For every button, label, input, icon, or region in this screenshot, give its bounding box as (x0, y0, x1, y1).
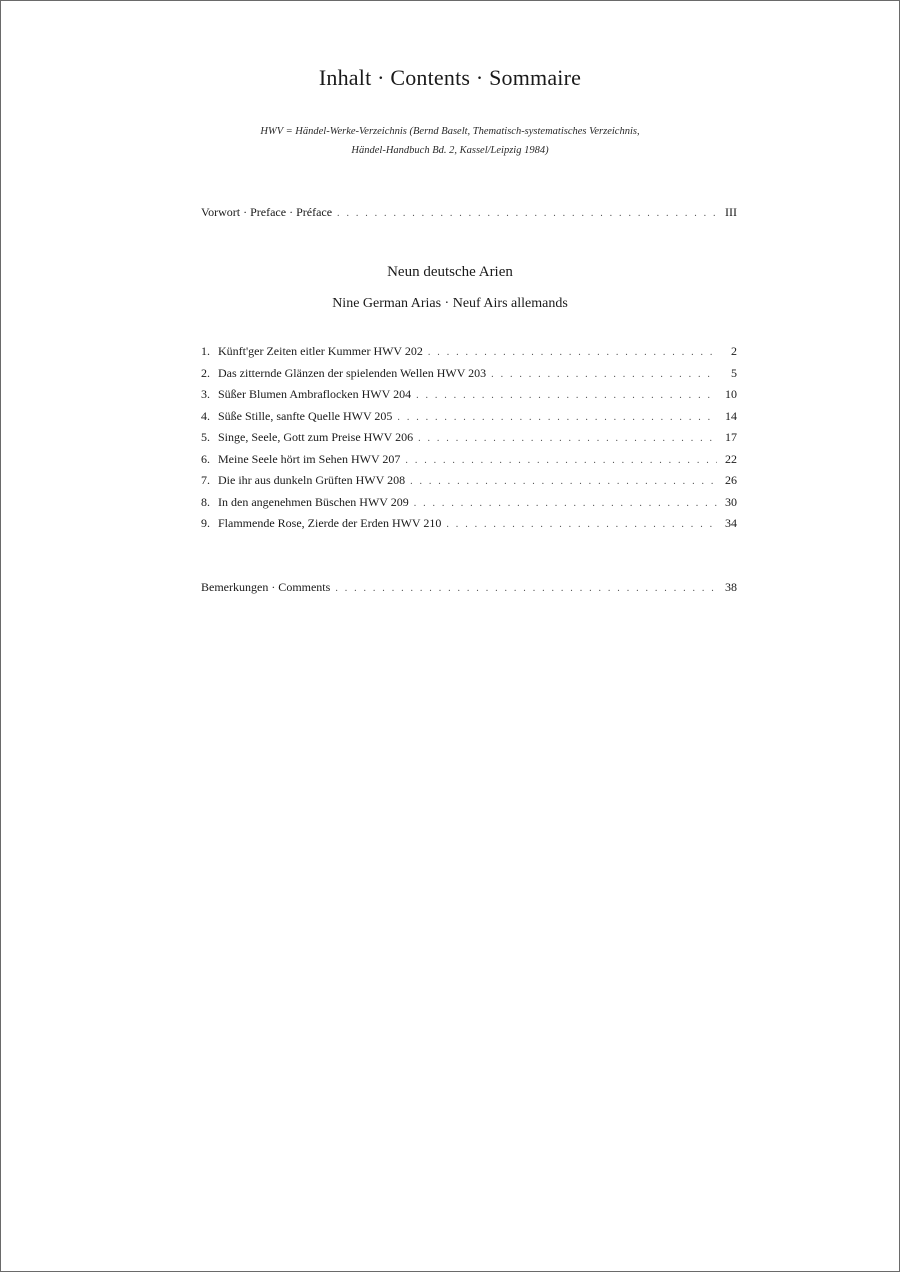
toc-entry-title: Die ihr aus dunkeln Grüften HWV 208 (218, 473, 406, 487)
toc-leader-dots (405, 452, 717, 470)
toc-entry-number: 4. (201, 408, 210, 423)
toc-entry-aria-7[interactable] (201, 471, 737, 489)
toc-page-number: 26 (725, 473, 737, 487)
toc-entry-preface[interactable] (201, 203, 737, 221)
hwv-note (1, 122, 899, 160)
toc-entry-number: 6. (201, 451, 210, 466)
toc-page-number: 30 (725, 494, 737, 509)
toc-entry-number: 2. (201, 365, 210, 380)
toc-entry-label (201, 428, 413, 446)
toc-entry-number: 3. (201, 387, 210, 401)
toc-page-number: 22 (725, 451, 737, 466)
toc-entry-title: Flammende Rose, Zierde der Erden HWV 210 (218, 516, 442, 530)
toc-leader-dots (491, 366, 717, 384)
toc-entry-aria-9[interactable] (201, 514, 737, 532)
toc-entry-label (201, 514, 441, 532)
toc-leader-dots (397, 409, 717, 427)
hwv-note-line-1: HWV = Händel-Werke-Verzeichnis (Bernd Baselt, Thematisch-systematisches Verzeichnis, (260, 126, 640, 137)
toc-entry-label (201, 493, 409, 511)
toc-leader-dots (410, 473, 717, 491)
toc-page-number: 17 (725, 430, 737, 444)
toc-entry-label: Bemerkungen · Comments (201, 580, 331, 594)
toc-page-number: 14 (725, 408, 737, 423)
toc-leader-dots (414, 495, 717, 513)
toc-page-number: 10 (725, 387, 737, 401)
toc-page-number: 2 (731, 344, 737, 358)
toc-entry-title: Singe, Seele, Gott zum Preise HWV 206 (218, 430, 414, 444)
page-title: Inhalt · Contents · Sommaire (318, 65, 582, 90)
toc-leader-dots (428, 344, 717, 362)
toc-entry-label (201, 385, 411, 403)
toc-page-number: 5 (731, 365, 737, 380)
toc-entry-title: Meine Seele hört im Sehen HWV 207 (218, 451, 401, 466)
toc-entry-title: In den angenehmen Büschen HWV 209 (218, 494, 409, 509)
section-subtitle: Nine German Arias · Neuf Airs allemands (332, 296, 568, 311)
toc-entry-aria-2[interactable] (201, 364, 737, 382)
toc-entry-label (201, 407, 392, 425)
toc-page-number: 38 (725, 580, 737, 594)
toc-entry-number: 9. (201, 516, 210, 530)
toc-entry-label (201, 450, 400, 468)
toc-entry-aria-5[interactable] (201, 428, 737, 446)
toc-entry-title: Das zitternde Glänzen der spielenden Wellen HWV 203 (218, 365, 487, 380)
toc-entry-aria-1[interactable] (201, 342, 737, 360)
toc-page-number: III (725, 205, 737, 219)
toc-entry-label (201, 342, 423, 360)
toc-page-number: 34 (725, 516, 737, 530)
toc-entry-comments[interactable] (201, 578, 737, 596)
toc-entry-title: Süße Stille, sanfte Quelle HWV 205 (218, 408, 393, 423)
toc-entry-number: 8. (201, 494, 210, 509)
toc-entry-label: Vorwort · Preface · Préface (201, 205, 333, 219)
toc-leader-dots (335, 580, 717, 598)
toc-entry-aria-4[interactable] (201, 407, 737, 425)
toc-entry-number: 5. (201, 430, 210, 444)
section-title: Neun deutsche Arien (387, 264, 513, 280)
toc-leader-dots (416, 387, 717, 405)
toc-leader-dots (337, 205, 717, 223)
toc-entry-title: Süßer Blumen Ambraflocken HWV 204 (218, 387, 412, 401)
toc-entry-aria-3[interactable] (201, 385, 737, 403)
toc-entry-label (201, 364, 486, 382)
toc-entry-label (201, 471, 405, 489)
toc-leader-dots (418, 430, 717, 448)
toc-leader-dots (446, 516, 717, 534)
toc-entry-aria-6[interactable] (201, 450, 737, 468)
hwv-note-line-2: Händel-Handbuch Bd. 2, Kassel/Leipzig 1984) (351, 145, 549, 156)
toc-entry-number: 1. (201, 344, 210, 358)
toc-entry-number: 7. (201, 473, 210, 487)
toc-entry-aria-8[interactable] (201, 493, 737, 511)
toc-entry-title: Künft'ger Zeiten eitler Kummer HWV 202 (218, 344, 423, 358)
